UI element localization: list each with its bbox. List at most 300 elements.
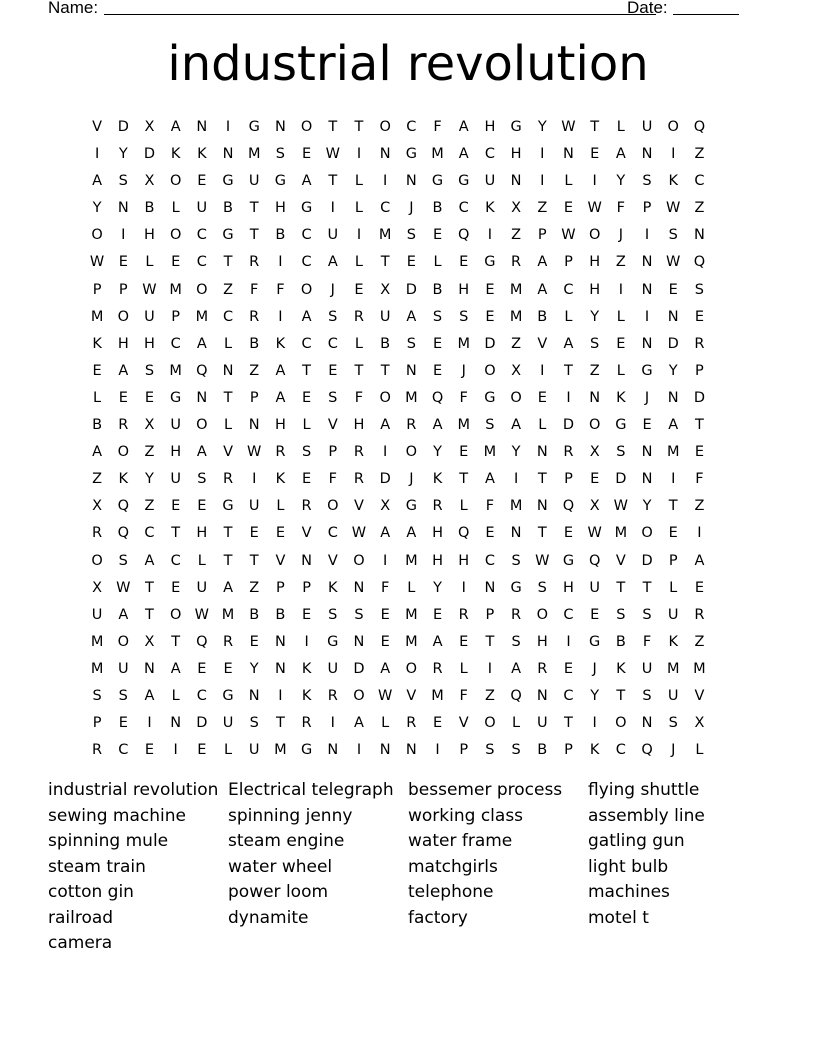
grid-letter: L <box>538 417 547 434</box>
grid-letter: S <box>197 471 207 488</box>
word-list-item: cotton gin <box>48 882 134 902</box>
grid-letter: E <box>406 254 416 271</box>
grid-letter: E <box>380 606 390 623</box>
grid-letter: O <box>405 444 418 461</box>
grid-letter: E <box>563 660 574 677</box>
grid-letter: X <box>144 633 155 650</box>
grid-letter: E <box>590 606 600 623</box>
grid-letter: T <box>145 606 154 623</box>
word-list-item: steam train <box>48 856 146 877</box>
grid-letter: I <box>173 742 178 759</box>
grid-letter: Z <box>484 687 495 704</box>
grid-letter: I <box>383 552 388 569</box>
grid-letter: R <box>92 525 103 542</box>
grid-letter: U <box>248 173 260 190</box>
grid-letter: P <box>276 579 285 596</box>
grid-letter: N <box>274 660 286 677</box>
grid-letter: C <box>327 335 338 352</box>
grid-letter: Z <box>223 281 233 298</box>
grid-letter: Z <box>249 362 260 379</box>
grid-letter: T <box>249 227 259 244</box>
grid-letter: M <box>405 389 418 406</box>
word-list-item: steam engine <box>228 831 345 851</box>
grid-letter: V <box>458 715 469 732</box>
grid-letter: E <box>144 389 155 406</box>
grid-letter: T <box>537 471 547 488</box>
grid-letter: A <box>196 444 207 461</box>
grid-letter: R <box>275 444 286 461</box>
grid-letter: N <box>170 715 182 732</box>
grid-letter: M <box>90 660 104 677</box>
grid-letter: Y <box>616 173 626 190</box>
grid-letter: S <box>511 742 521 759</box>
grid-letter: E <box>563 200 574 217</box>
grid-letter: P <box>485 606 495 623</box>
grid-letter: A <box>511 660 522 677</box>
word-list-item: working class <box>408 805 524 826</box>
grid-letter: W <box>535 552 550 569</box>
grid-letter: E <box>668 525 678 542</box>
grid-letter: A <box>118 606 129 623</box>
grid-letter: S <box>616 606 626 623</box>
grid-letter: E <box>249 525 259 542</box>
grid-letter: Z <box>694 146 705 163</box>
grid-letter: H <box>458 281 470 298</box>
grid-letter: S <box>616 444 626 461</box>
grid-letter: F <box>616 200 626 217</box>
grid-letter: A <box>170 119 181 135</box>
grid-letter: Z <box>694 498 705 515</box>
grid-letter: S <box>459 308 469 325</box>
grid-letter: L <box>459 660 468 677</box>
grid-letter: L <box>669 579 678 596</box>
grid-letter: U <box>484 173 496 190</box>
grid-letter: A <box>668 417 679 434</box>
grid-letter: F <box>459 389 468 406</box>
grid-letter: U <box>327 660 339 677</box>
grid-letter: I <box>330 200 335 217</box>
grid-letter: X <box>511 200 522 217</box>
grid-letter: A <box>380 660 391 677</box>
grid-letter: H <box>274 200 286 217</box>
grid-letter: O <box>300 281 313 298</box>
grid-letter: G <box>641 362 653 379</box>
grid-letter: N <box>693 227 705 244</box>
grid-letter: K <box>485 200 495 217</box>
grid-letter: N <box>274 633 286 650</box>
grid-letter: J <box>330 281 335 298</box>
grid-letter: L <box>616 362 625 379</box>
grid-letter: U <box>589 579 600 596</box>
grid-letter: U <box>91 606 103 623</box>
grid-letter: V <box>537 335 548 352</box>
grid-letter: S <box>668 227 678 244</box>
grid-letter: K <box>668 633 678 650</box>
grid-letter: I <box>330 715 335 732</box>
grid-letter: U <box>248 742 260 759</box>
grid-letter: O <box>117 308 129 325</box>
grid-letter: E <box>197 498 207 515</box>
grid-letter: F <box>459 687 468 704</box>
grid-letter: Y <box>590 687 600 704</box>
grid-letter: P <box>564 742 573 759</box>
grid-letter: A <box>223 579 233 596</box>
grid-letter: I <box>278 308 283 325</box>
grid-letter: S <box>328 389 338 406</box>
grid-letter: E <box>694 308 704 325</box>
grid-letter: T <box>354 362 364 379</box>
grid-letter: U <box>196 200 208 217</box>
grid-letter: R <box>301 498 312 515</box>
grid-letter: O <box>615 715 627 732</box>
grid-letter: T <box>564 362 573 379</box>
grid-letter: V <box>301 525 312 542</box>
grid-letter: S <box>118 687 128 704</box>
grid-letter: S <box>92 687 102 704</box>
grid-letter: G <box>562 552 575 569</box>
grid-letter: Z <box>249 579 260 596</box>
grid-letter: A <box>301 308 312 325</box>
grid-letter: R <box>694 335 705 352</box>
grid-letter: C <box>327 525 338 542</box>
grid-letter: K <box>275 335 286 352</box>
grid-letter: I <box>487 660 493 677</box>
grid-letter: D <box>615 471 627 488</box>
grid-letter: N <box>641 335 653 352</box>
grid-letter: B <box>432 200 443 217</box>
grid-letter: O <box>667 119 679 135</box>
date-line <box>673 14 739 15</box>
grid-letter: G <box>431 173 444 190</box>
grid-letter: W <box>561 119 576 135</box>
grid-letter: X <box>144 173 155 190</box>
word-list-item: light bulb <box>588 856 669 877</box>
grid-letter: K <box>328 579 338 596</box>
grid-letter: G <box>327 633 339 650</box>
grid-letter: E <box>328 362 338 379</box>
grid-letter: N <box>222 362 234 379</box>
grid-letter: F <box>328 471 337 488</box>
grid-letter: M <box>169 362 182 379</box>
grid-letter: G <box>510 579 522 596</box>
grid-letter: O <box>327 498 339 515</box>
grid-letter: Z <box>511 335 522 352</box>
grid-letter: Z <box>694 633 705 650</box>
grid-letter: A <box>563 335 574 352</box>
grid-letter: J <box>618 227 623 244</box>
grid-letter: N <box>248 417 260 434</box>
grid-letter: V <box>327 417 338 434</box>
word-list-item: railroad <box>48 907 114 928</box>
grid-letter: Z <box>694 200 705 217</box>
grid-letter: U <box>170 471 181 488</box>
grid-letter: B <box>275 227 286 244</box>
grid-letter: X <box>144 417 155 434</box>
grid-letter: E <box>537 389 547 406</box>
grid-letter: G <box>300 742 313 759</box>
grid-letter: B <box>92 417 103 434</box>
grid-letter: Y <box>118 146 128 163</box>
grid-letter: E <box>118 715 128 732</box>
grid-letter: C <box>458 200 469 217</box>
grid-letter: O <box>484 715 496 732</box>
grid-letter: W <box>587 200 602 217</box>
grid-letter: I <box>356 146 362 163</box>
grid-letter: S <box>118 552 128 569</box>
grid-letter: E <box>197 742 207 759</box>
grid-letter: T <box>171 633 181 650</box>
grid-letter: Z <box>92 471 103 488</box>
word-list-item: factory <box>408 907 468 928</box>
grid-letter: Q <box>588 552 601 569</box>
grid-letter: U <box>117 660 129 677</box>
grid-letter: X <box>92 498 103 515</box>
grid-letter: K <box>275 471 286 488</box>
grid-letter: S <box>144 362 155 379</box>
grid-letter: N <box>301 552 313 569</box>
grid-letter: O <box>379 119 391 135</box>
grid-letter: F <box>250 281 259 298</box>
grid-letter: L <box>276 498 285 515</box>
grid-letter: S <box>668 715 678 732</box>
grid-letter: S <box>328 308 338 325</box>
word-list-item: matchgirls <box>408 856 498 877</box>
grid-letter: R <box>406 417 417 434</box>
grid-letter: X <box>589 498 600 515</box>
grid-letter: R <box>537 660 548 677</box>
grid-letter: I <box>225 119 231 135</box>
grid-letter: G <box>170 389 182 406</box>
grid-letter: L <box>564 173 573 190</box>
grid-letter: E <box>590 471 600 488</box>
grid-letter: E <box>302 146 312 163</box>
grid-letter: G <box>248 119 260 135</box>
grid-letter: U <box>196 579 208 596</box>
grid-letter: A <box>484 471 495 488</box>
grid-letter: Q <box>117 525 129 542</box>
grid-letter: M <box>509 281 523 298</box>
grid-letter: E <box>642 417 652 434</box>
grid-letter: E <box>432 227 443 244</box>
grid-letter: W <box>325 146 340 163</box>
word-list-item: spinning mule <box>48 831 169 851</box>
grid-letter: F <box>485 498 495 515</box>
word-list-item: spinning jenny <box>228 805 353 826</box>
grid-letter: L <box>354 254 364 271</box>
grid-letter: G <box>405 146 417 163</box>
grid-letter: N <box>667 389 679 406</box>
grid-letter: L <box>616 119 625 135</box>
grid-letter: V <box>694 687 705 704</box>
grid-letter: Q <box>510 687 522 704</box>
grid-letter: T <box>694 417 704 434</box>
grid-letter: H <box>144 335 155 352</box>
grid-letter: V <box>406 687 417 704</box>
grid-letter: I <box>566 389 571 406</box>
grid-letter: M <box>457 335 470 352</box>
grid-letter: A <box>275 362 286 379</box>
grid-letter: B <box>249 335 260 352</box>
grid-letter: C <box>144 525 155 542</box>
grid-letter: Z <box>537 200 548 217</box>
grid-letter: N <box>353 579 365 596</box>
grid-letter: I <box>592 173 597 190</box>
grid-letter: I <box>618 281 623 298</box>
grid-letter: L <box>145 254 154 271</box>
grid-letter: I <box>592 715 597 732</box>
grid-letter: C <box>301 254 312 271</box>
grid-letter: W <box>89 254 105 271</box>
grid-letter: E <box>380 633 390 650</box>
grid-letter: R <box>406 715 417 732</box>
word-list <box>48 778 768 957</box>
grid-letter: K <box>301 660 312 677</box>
grid-letter: J <box>671 742 676 759</box>
grid-letter: N <box>405 362 417 379</box>
grid-letter: C <box>301 335 312 352</box>
grid-letter: K <box>197 146 207 163</box>
grid-letter: W <box>561 227 576 244</box>
word-list-item: camera <box>48 933 113 953</box>
grid-letter: F <box>642 633 652 650</box>
grid-letter: G <box>222 227 234 244</box>
grid-letter: H <box>117 335 129 352</box>
grid-letter: D <box>693 389 705 406</box>
grid-letter: F <box>276 281 285 298</box>
word-list-item: flying shuttle <box>588 780 700 800</box>
grid-letter: I <box>435 742 440 759</box>
grid-letter: H <box>589 281 601 298</box>
grid-letter: G <box>274 173 287 190</box>
grid-letter: A <box>615 146 626 163</box>
grid-letter: N <box>379 742 391 759</box>
grid-letter: D <box>353 660 365 677</box>
grid-letter: A <box>92 444 103 461</box>
grid-letter: D <box>641 552 653 569</box>
grid-letter: L <box>564 308 573 325</box>
grid-letter: L <box>354 335 364 352</box>
grid-letter: N <box>641 146 653 163</box>
grid-letter: E <box>668 281 678 298</box>
grid-letter: M <box>274 742 287 759</box>
grid-letter: Z <box>615 254 626 271</box>
grid-letter: M <box>195 308 209 325</box>
grid-letter: C <box>484 146 495 163</box>
grid-letter: P <box>249 389 259 406</box>
grid-letter: A <box>354 715 364 732</box>
grid-letter: S <box>642 173 652 190</box>
grid-letter: I <box>147 715 152 732</box>
grid-letter: O <box>588 227 601 244</box>
grid-letter: N <box>405 742 417 759</box>
grid-letter: P <box>92 715 102 732</box>
grid-letter: R <box>353 444 364 461</box>
grid-letter: A <box>144 687 155 704</box>
grid-letter: T <box>354 119 364 135</box>
grid-letter: O <box>91 227 103 244</box>
grid-letter: T <box>171 525 181 542</box>
grid-letter: B <box>223 200 233 217</box>
grid-letter: R <box>327 687 338 704</box>
grid-letter: P <box>564 471 573 488</box>
grid-letter: A <box>301 173 312 190</box>
grid-letter: O <box>353 687 365 704</box>
word-list-item: telephone <box>408 882 494 902</box>
grid-letter: X <box>694 715 705 732</box>
grid-letter: E <box>302 606 312 623</box>
grid-letter: K <box>668 173 678 190</box>
grid-letter: I <box>461 579 466 596</box>
grid-letter: Y <box>249 660 259 677</box>
grid-letter: Q <box>117 498 129 515</box>
grid-letter: I <box>278 687 283 704</box>
grid-letter: C <box>118 742 129 759</box>
grid-letter: S <box>642 606 652 623</box>
grid-letter: A <box>380 525 391 542</box>
grid-letter: A <box>511 417 522 434</box>
grid-letter: W <box>142 281 157 298</box>
grid-letter: E <box>694 444 704 461</box>
grid-letter: P <box>328 444 338 461</box>
grid-letter: B <box>432 281 443 298</box>
grid-letter: U <box>641 660 653 677</box>
grid-letter: T <box>249 552 259 569</box>
date-label: Date: <box>627 0 668 17</box>
grid-letter: R <box>118 417 129 434</box>
grid-letter: E <box>459 254 469 271</box>
grid-letter: D <box>405 281 417 298</box>
grid-letter: G <box>615 417 627 434</box>
grid-letter: J <box>409 471 414 488</box>
grid-letter: S <box>275 146 286 163</box>
grid-letter: K <box>118 471 129 488</box>
grid-letter: S <box>511 552 521 569</box>
grid-letter: D <box>196 715 208 732</box>
grid-letter: M <box>431 146 444 163</box>
grid-letter: S <box>537 579 547 596</box>
grid-letter: M <box>90 308 104 325</box>
grid-letter: P <box>537 227 547 244</box>
grid-letter: Y <box>668 362 678 379</box>
grid-letter: Y <box>537 119 547 135</box>
grid-letter: R <box>353 471 364 488</box>
grid-letter: J <box>644 389 650 406</box>
grid-letter: Y <box>433 579 442 596</box>
grid-letter: C <box>406 119 417 135</box>
grid-letter: B <box>249 606 260 623</box>
grid-letter: L <box>223 742 233 759</box>
grid-letter: A <box>432 417 443 434</box>
grid-letter: L <box>407 579 416 596</box>
grid-letter: T <box>642 579 652 596</box>
grid-letter: N <box>117 200 129 217</box>
grid-letter: S <box>249 715 259 732</box>
grid-letter: Q <box>693 254 706 271</box>
grid-letter: T <box>564 715 573 732</box>
grid-letter: C <box>380 200 391 217</box>
grid-letter: L <box>616 308 625 325</box>
grid-letter: O <box>169 227 182 244</box>
grid-letter: H <box>484 119 496 135</box>
grid-letter: Z <box>589 362 600 379</box>
grid-letter: P <box>642 200 652 217</box>
grid-letter: T <box>616 687 626 704</box>
grid-letter: G <box>405 498 417 515</box>
grid-letter: K <box>170 146 181 163</box>
grid-letter: Q <box>562 498 575 515</box>
grid-letter: E <box>171 254 181 271</box>
grid-letter: T <box>223 254 233 271</box>
